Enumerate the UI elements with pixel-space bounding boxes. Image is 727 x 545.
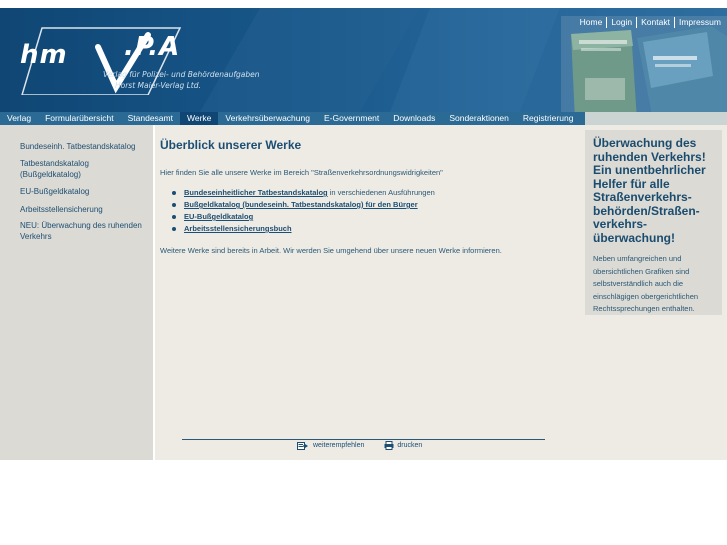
page-title: Überblick unserer Werke (160, 138, 302, 152)
sidebar-item-bundeseinh-tatbestandskatalog[interactable]: Bundeseinh. Tatbestandskatalog (20, 142, 136, 151)
top-link-login[interactable]: Login (606, 17, 636, 28)
logo-wordmark (20, 32, 181, 70)
promo-heading-line: Überwachung des (593, 136, 697, 150)
promo-heading-line: ruhenden Verkehrs! (593, 149, 706, 164)
sidebar-item-tatbestandskatalog[interactable]: Tatbestandskatalog (Bußgeldkatalog) (20, 159, 89, 179)
promo-heading-line: Ein unentbehrlicher (593, 163, 706, 177)
promo-heading-line: verkehrs- (593, 217, 648, 231)
recommend-label: weiterempfehlen (313, 442, 365, 449)
print-label: drucken (397, 442, 423, 449)
promo-body-line: selbstverständlich auch die (593, 279, 684, 288)
main-content (155, 125, 583, 460)
nav-filler (585, 112, 727, 125)
nav-item-formularuebersicht[interactable]: Formularübersicht (45, 113, 114, 123)
sidebar (0, 125, 153, 460)
page-actions (297, 441, 442, 450)
promo-heading (593, 137, 715, 245)
site-header (0, 8, 727, 112)
bullet-icon (172, 191, 176, 195)
promo-heading-line: überwachung! (593, 230, 676, 245)
link-eu-bussgeldkatalog[interactable]: EU-Bußgeldkatalog (184, 212, 254, 221)
top-links (576, 17, 725, 28)
works-list (184, 187, 435, 235)
list-item (184, 187, 435, 199)
list-item (184, 223, 435, 235)
promo-body (593, 253, 715, 316)
top-link-impressum[interactable]: Impressum (674, 17, 725, 28)
print-button[interactable] (384, 441, 422, 450)
logo-brand-left: hm (20, 40, 68, 70)
top-link-home[interactable]: Home (579, 17, 603, 27)
nav-item-sonderaktionen[interactable]: Sonderaktionen (449, 113, 509, 123)
nav-item-verlag[interactable]: Verlag (7, 113, 32, 123)
nav-item-verkehrsueberwachung[interactable]: Verkehrsüberwachung (225, 113, 310, 123)
nav-item-e-government[interactable]: E-Government (323, 113, 380, 123)
nav-item-downloads[interactable]: Downloads (393, 113, 436, 123)
intro-text: Hier finden Sie alle unsere Werke im Bereich "Straßenverkehrsordnungswidrigkeiten" (160, 168, 443, 177)
promo-body-line: Rechtssprechungen enthalten. (593, 304, 695, 313)
promo-body-line: einschlägigen obergerichtlichen (593, 291, 699, 301)
promo-heading-line: behörden/Straßen- (593, 203, 700, 218)
printer-icon (384, 441, 394, 450)
bullet-icon (172, 227, 176, 231)
link-bundeseinheitlicher-tatbestandskatalog[interactable]: Bundeseinheitlicher Tatbestandskatalog (184, 188, 328, 197)
nav-item-werke[interactable]: Werke (180, 112, 218, 125)
recommend-icon (297, 442, 310, 450)
right-column (583, 125, 727, 460)
footer-divider (182, 439, 545, 440)
promo-body-line: übersichtlichen Grafiken sind (593, 266, 690, 276)
logo-brand-right: .P.A (124, 32, 181, 62)
nav-item-standesamt[interactable]: Standesamt (127, 113, 173, 123)
promo-box (585, 130, 722, 315)
link-bussgeldkatalog-buerger[interactable]: Bußgeldkatalog (bundeseinh. Tatbestandskatalog) für den Bürger (184, 200, 418, 209)
sidebar-item-eu-bussgeldkatalog[interactable]: EU-Bußgeldkatalog (20, 187, 90, 196)
promo-body-line: Neben umfangreichen und (593, 254, 682, 263)
list-item (184, 199, 435, 211)
sidebar-item-ueberwachung-ruhender-verkehr[interactable]: NEU: Überwachung des ruhenden Verkehrs (20, 221, 142, 241)
recommend-button[interactable] (297, 441, 364, 450)
list-item-suffix: in verschiedenen Ausführungen (327, 188, 435, 197)
top-link-kontakt[interactable]: Kontakt (636, 17, 674, 28)
list-item (184, 211, 435, 223)
logo-tagline: Verlag für Polizei- und Behördenaufgaben (103, 70, 260, 79)
book-covers-image (561, 16, 727, 112)
main-navigation (0, 112, 727, 125)
promo-heading-line: Straßenverkehrs- (593, 190, 692, 204)
bullet-icon (172, 203, 176, 207)
nav-item-registrierung[interactable]: Registrierung (522, 113, 574, 123)
sidebar-item-arbeitsstellensicherung[interactable]: Arbeitsstellensicherung (20, 205, 103, 214)
promo-heading-line: Helfer für alle (593, 176, 670, 191)
logo-company-name: Horst Maier-Verlag Ltd. (115, 81, 201, 90)
more-works-note: Weitere Werke sind bereits in Arbeit. Wir werden Sie umgehend über unsere neuen Werke informieren. (160, 246, 502, 255)
bullet-icon (172, 215, 176, 219)
link-arbeitsstellensicherungsbuch[interactable]: Arbeitsstellensicherungsbuch (184, 224, 292, 233)
book-covers-graphic (561, 16, 727, 112)
